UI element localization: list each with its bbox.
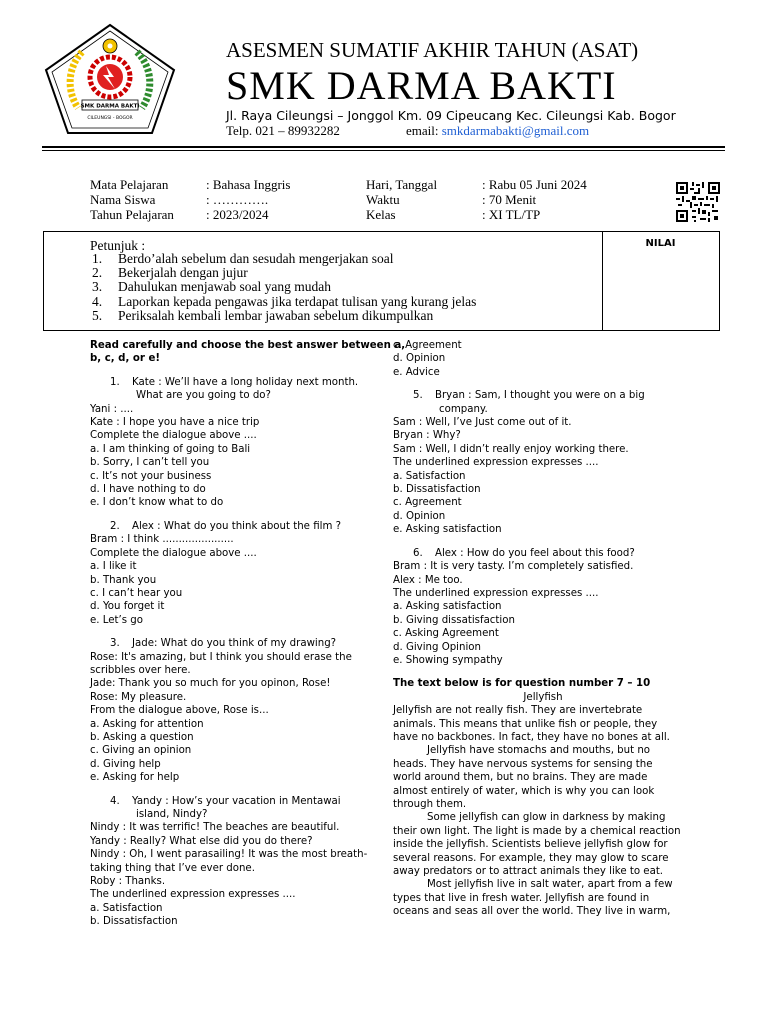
text-line: Complete the dialogue above .... [90,430,257,442]
question-line [90,520,385,533]
text-line: Jade: Thank you so much for you opinon, Rose! [90,678,331,690]
waktu-value: : 70 Menit [482,192,537,207]
tahun-value: : 2023/2024 [206,207,269,222]
text-line: Sam : Well, I didn’t really enjoy working there. [393,443,629,455]
email-label: email: [406,123,439,138]
answer-option: e. Let’s go [90,614,143,626]
exam-title: ASESMEN SUMATIF AKHIR TAHUN (ASAT) [226,38,639,62]
answer-option: b. Thank you [90,574,157,586]
header-rule-thick [42,146,725,148]
instructions-list [92,252,476,323]
answer-option: b. Sorry, I can’t tell you [90,457,210,469]
question-text: Kate : We’ll have a long holiday next month. [132,376,359,388]
answer-option: b. Giving dissatisfaction [393,614,515,626]
text-line: Bram : It is very tasty. I’m completely satisfied. [393,561,634,573]
question-number: 2. [110,520,120,532]
spacer [393,379,693,389]
questions-right-column [393,339,693,919]
school-logo [42,22,178,136]
answer-option: b. Dissatisfaction [90,916,178,928]
instruction-item: 2. Bekerjalah dengan jujur [92,265,248,281]
tahun-label: Tahun Pelajaran [90,207,174,222]
text-line: Roby : Thanks. [90,876,166,888]
text-line: Most jellyfish live in salt water, apart from a few [427,879,673,891]
text-line: heads. They have nervous systems for sensing the [393,758,653,770]
answer-option: a. Satisfaction [90,902,163,914]
answer-option: b. Asking a question [90,731,194,743]
instruction-item: 3. Dahulukan menjawab soal yang mudah [92,279,331,295]
questions-left-column [90,339,406,929]
text-line: Rose: My pleasure. [90,691,187,703]
text-line: The underlined expression expresses .... [393,587,599,599]
answer-option: d. Opinion [393,510,446,522]
instruction-item: 4. Laporkan kepada pengawas jika terdapat tulisan yang kurang jelas [92,293,477,309]
question-line [393,547,693,560]
instruction-item: 5. Periksalah kembali lembar jawaban sebelum dikumpulkan [92,307,434,323]
school-address: Jl. Raya Cileungsi – Jonggol Km. 09 Cipeucang Kec. Cileungsi Kab. Bogor [226,108,676,123]
question-number: 1. [110,376,120,388]
text-line: Alex : Me too. [393,574,463,586]
text-line: Rose: It's amazing, but I think you should erase the [90,651,352,663]
question-number: 4. [110,795,120,807]
text-line: several reasons. For example, they may glow to scare [393,852,669,864]
text-line: Nindy : Oh, I went parasailing! It was the most breath- [90,849,368,861]
text-line: have no backbones. In fact, they have no bones at all. [393,731,670,743]
waktu-label: Waktu [366,192,400,207]
text-line: oceans and seas all over the world. They live in warm, [393,906,671,918]
text-line: Kate : I hope you have a nice trip [90,417,260,429]
answer-option: e. I don’t know what to do [90,497,224,509]
answer-option: c. It’s not your business [90,470,212,482]
answer-option: a. Satisfaction [393,470,466,482]
spacer [90,510,385,520]
spacer [393,537,693,547]
text-line: Read carefully and choose the best answer between a, [90,340,406,351]
text-line: Sam : Well, I’ve Just come out of it. [393,417,572,429]
kelas-label: Kelas [366,207,396,222]
logo-text-top: SMK DARMA BAKTI [80,103,140,110]
answer-option: e. Advice [393,366,440,378]
question-text: Jade: What do you think of my drawing? [132,638,337,650]
text-line: Yani : .... [90,403,134,415]
answer-option: a. I like it [90,561,137,573]
text-line: From the dialogue above, Rose is... [90,705,269,717]
text-line: Jellyfish are not really fish. They are invertebrate [393,705,643,717]
school-email-line [406,123,589,139]
instructions-box [43,231,603,331]
hari-value: : Rabu 05 Juni 2024 [482,177,587,192]
spacer [90,785,385,795]
qr-code-icon [676,182,720,222]
text-line: Complete the dialogue above .... [90,547,257,559]
score-label: NILAI [645,238,676,249]
school-name: SMK DARMA BAKTI [226,63,617,108]
text-line: What are you going to do? [136,390,271,402]
text-line: through them. [393,799,467,810]
question-text: Alex : How do you feel about this food? [435,547,635,559]
hari-label: Hari, Tanggal [366,177,438,192]
mapel-value: : Bahasa Inggris [206,177,291,192]
nama-value: : …………. [206,192,269,207]
text-line: their own light. The light is made by a chemical reaction [393,825,681,837]
text-line: Some jellyfish can glow in darkness by making [427,812,666,824]
text-line: Jellyfish [523,691,563,703]
answer-option: d. Giving Opinion [393,641,481,653]
text-line: The underlined expression expresses .... [393,457,599,469]
text-line: taking thing that I’ve ever done. [90,862,255,874]
email-link[interactable]: smkdarmabakti@gmail.com [441,123,590,138]
answer-option: d. Giving help [90,758,161,770]
question-line [90,376,385,389]
spacer [90,366,385,376]
answer-option: b. Dissatisfaction [393,484,481,496]
answer-option: c. Agreement [393,497,462,509]
text-line: The text below is for question number 7 – 10 [393,678,651,690]
question-text: Yandy : How’s your vacation in Mentawai [132,795,341,807]
text-line: scribbles over here. [90,664,191,676]
text-line: island, Nindy? [136,809,208,820]
text-line: The underlined expression expresses .... [90,889,296,901]
text-line: company. [439,403,488,415]
nama-label: Nama Siswa [90,192,156,207]
answer-option: c. Agreement [393,340,462,351]
text-line: animals. This means that unlike fish or people, they [393,718,658,730]
answer-option: c. Asking Agreement [393,628,499,640]
instructions-title: Petunjuk : [90,238,146,253]
text-line: Bryan : Why? [393,430,461,442]
answer-option: d. I have nothing to do [90,484,206,496]
answer-option: d. Opinion [393,353,446,365]
mapel-label: Mata Pelajaran [90,177,169,192]
text-line: world around them, but no brains. They are made [393,772,648,784]
question-line [90,795,385,808]
question-number: 5. [413,390,423,402]
text-line: Nindy : It was terrific! The beaches are beautiful. [90,822,340,834]
answer-option: e. Asking for help [90,772,180,784]
answer-option: c. Giving an opinion [90,745,192,757]
text-line: almost entirely of water, which is why you can look [393,785,655,797]
answer-option: a. I am thinking of going to Bali [90,443,251,455]
spacer [393,667,693,677]
logo-text-bottom: CILEUNGSI - BOGOR [87,116,133,121]
question-line [393,389,693,402]
answer-option: d. You forget it [90,601,165,613]
answer-option: a. Asking satisfaction [393,601,502,613]
text-line: Jellyfish have stomachs and mouths, but no [427,745,651,757]
answer-option: e. Asking satisfaction [393,524,502,536]
question-text: Bryan : Sam, I thought you were on a big [435,390,645,402]
answer-option: a. Asking for attention [90,718,204,730]
kelas-value: : XI TL/TP [482,207,541,222]
question-number: 6. [413,547,423,559]
text-line: inside the jellyfish. Scientists believe jellyfish glow for [393,839,668,851]
text-line: types that live in fresh water. Jellyfish are found in [393,892,650,904]
text-line: b, c, d, or e! [90,353,160,365]
answer-option: e. Showing sympathy [393,654,503,666]
header-rule-thin [42,150,725,151]
instruction-item: 1. Berdo’alah sebelum dan sesudah mengerjakan soal [92,251,394,266]
text-line: Yandy : Really? What else did you do there? [90,835,313,847]
text-line: Bram : I think ...................... [90,534,234,546]
score-box[interactable] [602,231,720,331]
question-line [90,637,385,650]
school-phone: Telp. 021 – 89932282 [226,123,340,138]
answer-option: c. I can’t hear you [90,587,183,599]
question-text: Alex : What do you think about the film ? [132,520,342,532]
question-number: 3. [110,638,120,650]
spacer [90,627,385,637]
text-line: away predators or to attract animals they like to eat. [393,866,664,878]
